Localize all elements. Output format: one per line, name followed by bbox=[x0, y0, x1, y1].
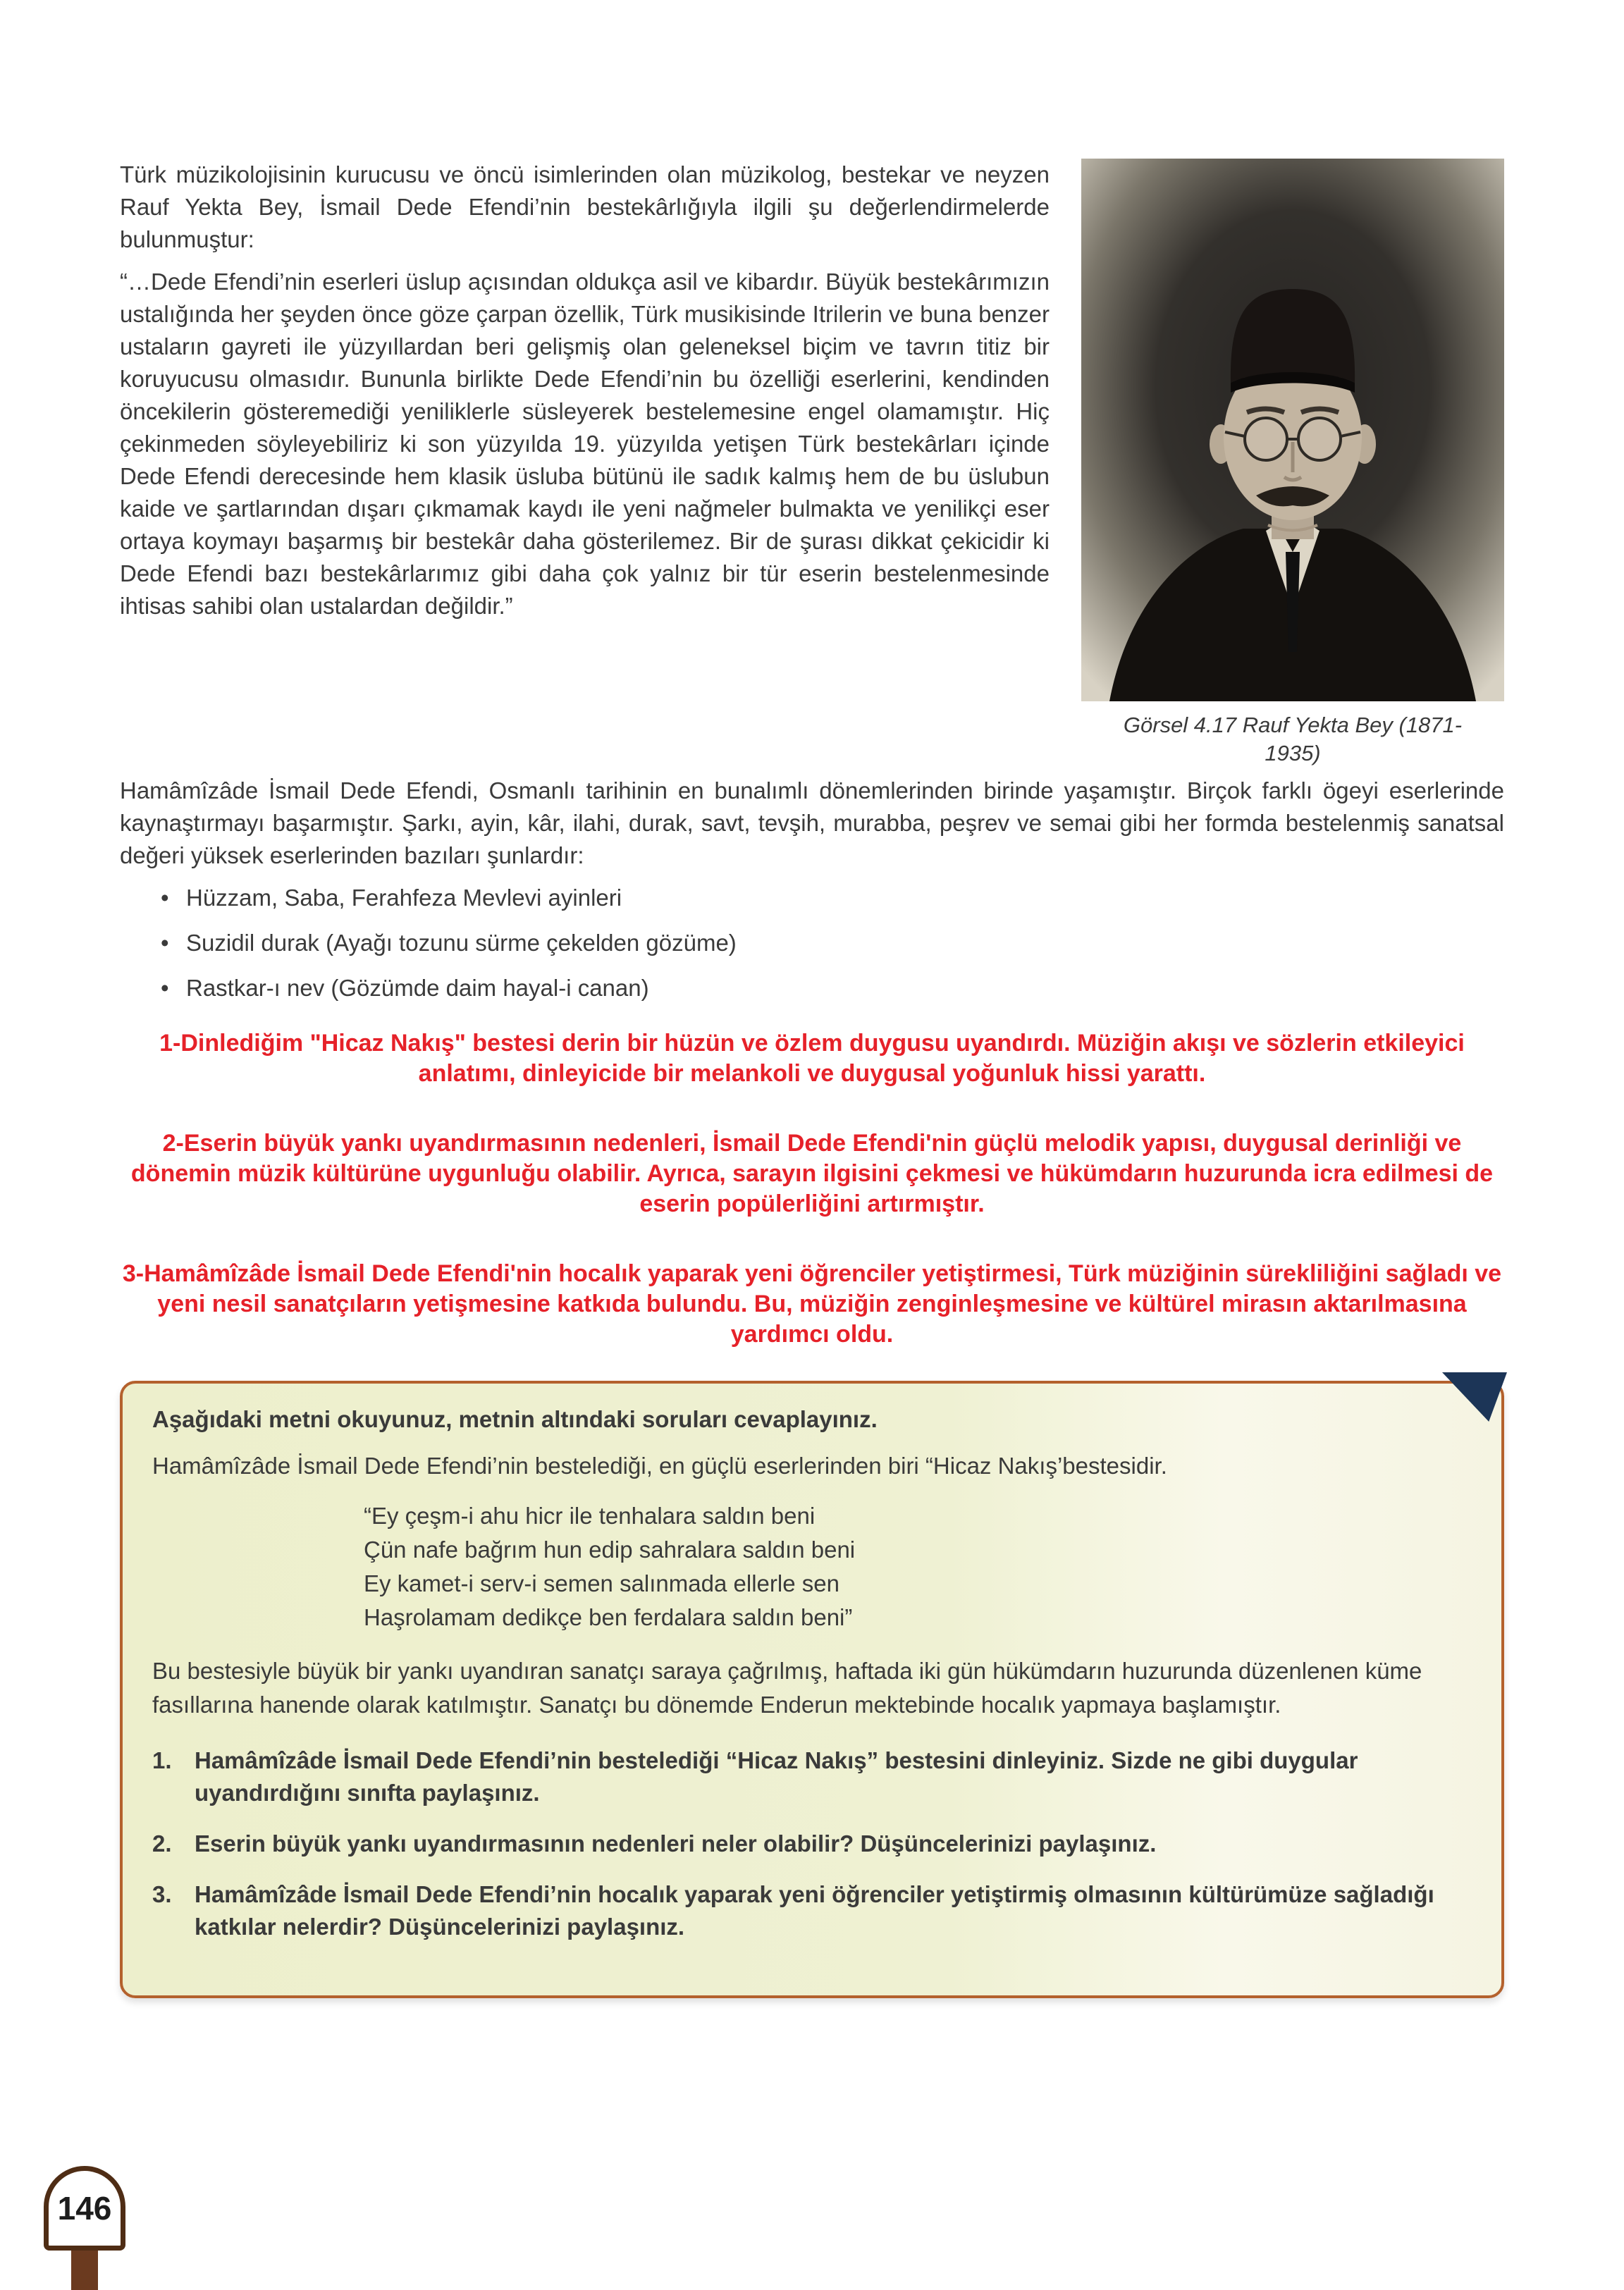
works-list bbox=[161, 882, 1504, 1004]
work-label: Rastkar-ı nev (Gözümde daim hayal-i canan) bbox=[186, 975, 649, 1001]
intro-paragraph: Türk müzikolojisinin kurucusu ve öncü isimlerinden olan müzikolog, bestekar ve neyzen Rauf Yekta Bey, İsmail Dede Efendi’nin bestekârlığıyla ilgili şu değerlendirmelerde bulunmuştur: bbox=[120, 161, 1050, 252]
question-item bbox=[152, 1744, 1468, 1809]
student-answer-1: 1-Dinlediğim "Hicaz Nakış" bestesi derin bir hüzün ve özlem duygusu uyandırdı. Müziğin akışı ve sözlerin etkileyici anlatımı, dinleyicide bir melankoli ve duygusal yoğunluk hissi yarattı. bbox=[159, 1030, 1465, 1087]
question-text: Hamâmîzâde İsmail Dede Efendi’nin hocalık yaparak yeni öğrenciler yetiştirmiş olmasının kültürümüze sağladığı katkılar nelerdir? Düşüncelerinizi paylaşınız. bbox=[195, 1881, 1434, 1940]
quote-paragraph: “…Dede Efendi’nin eserleri üslup açısından oldukça asil ve kibardır. Büyük bestekârımızın ustalığında her şeyden önce göze çarpan özellik, Türk musikisinde Itrilerin ve buna benzer ustaların gayreti ile yüzyıllardan beri gelişmiş olan geleneksel biçim ve tavrın titiz bir koruyucusu olmasıdır. Bununla birlikte Dede Efendi’nin bu özelliği eserlerini, kendinden öncekilerin gösteremediği yeniliklerle süsleyerek bestelemesine engel olamamıştır. Hiç çekinmeden söyleyebiliriz ki son yüzyılda 19. yüzyılda yetişen Türk bestekârları içinde Dede Efendi derecesinde hem klasik üsluba bütünü ile sadık kalmış hem de bu üslubun kaide ve şartlarından dışarı çıkmamak kaydı ile yeni nağmeler bulmakta ve yenilikçi eser ortaya koymayı başarmış bir bestekâr daha gösterilemez. Bir de şurası dikkat çekicidir ki Dede Efendi bazı bestekârlarımız gibi daha çok yalnız bir tür eserin bestelenmesinde ihtisas sahibi olan ustalardan değildir.” bbox=[120, 269, 1050, 619]
work-label: Hüzzam, Saba, Ferahfeza Mevlevi ayinleri bbox=[186, 885, 622, 911]
question-text: Eserin büyük yankı uyandırmasının nedenleri neler olabilir? Düşüncelerinizi paylaşınız. bbox=[195, 1830, 1157, 1857]
poem-line: Çün nafe bağrım hun edip sahralara saldın beni bbox=[364, 1537, 856, 1563]
list-item bbox=[161, 972, 1504, 1004]
poem-line: “Ey çeşm-i ahu hicr ile tenhalara saldın beni bbox=[364, 1503, 816, 1529]
glasses-right-lens bbox=[1298, 418, 1341, 460]
figure-caption: Görsel 4.17 Rauf Yekta Bey (1871-1935) bbox=[1123, 713, 1463, 765]
student-answer-3: 3-Hamâmîzâde İsmail Dede Efendi'nin hocalık yaparak yeni öğrenciler yetiştirmesi, Türk müziğinin sürekliliğini sağladı ve yeni nesil sanatçıların yetişmesine katkıda bulundu. Bu, müziğin zenginleşmesine ve kültürel mirasın aktarılmasına yardımcı oldu. bbox=[122, 1260, 1502, 1348]
poem-line: Ey kamet-i serv-i semen salınmada ellerle sen bbox=[364, 1570, 839, 1596]
question-text: Hamâmîzâde İsmail Dede Efendi’nin bestelediği “Hicaz Nakış” bestesini dinleyiniz. Sizde ne gibi duygular uyandırdığını sınıfta paylaşınız. bbox=[195, 1747, 1358, 1806]
question-number: 1. bbox=[152, 1747, 172, 1773]
activity-paragraph: Bu bestesiyle büyük bir yankı uyandıran sanatçı saraya çağrılmış, haftada iki gün hükümdarın huzurunda düzenlenen küme fasıllarına hanende olarak katılmıştır. Sanatçı bu dönemde Enderun mektebinde hocalık yapmaya başlamıştır. bbox=[152, 1658, 1422, 1718]
question-item bbox=[152, 1828, 1468, 1860]
activity-intro: Hamâmîzâde İsmail Dede Efendi’nin bestelediği, en güçlü eserlerinden biri “Hicaz Nakış’bestesidir. bbox=[152, 1453, 1167, 1479]
glasses-left-lens bbox=[1245, 418, 1287, 460]
work-label: Suzidil durak (Ayağı tozunu sürme çekelden gözüme) bbox=[186, 930, 737, 956]
list-item bbox=[161, 882, 1504, 914]
activity-header: Aşağıdaki metni okuyunuz, metnin altındaki soruları cevaplayınız. bbox=[152, 1406, 878, 1432]
question-number: 2. bbox=[152, 1830, 172, 1857]
figure-rauf-yekta bbox=[1081, 159, 1504, 768]
poem-line: Haşrolamam dedikçe ben ferdalara saldın beni” bbox=[364, 1604, 853, 1630]
page-number: 146 bbox=[57, 2190, 112, 2227]
question-number: 3. bbox=[152, 1881, 172, 1907]
rauf-yekta-portrait-image bbox=[1081, 159, 1504, 701]
poem-block bbox=[364, 1499, 1468, 1635]
question-list bbox=[152, 1744, 1468, 1943]
page-number-badge bbox=[44, 2166, 125, 2251]
question-item bbox=[152, 1878, 1468, 1943]
student-answer-2: 2-Eserin büyük yankı uyandırmasının nedenleri, İsmail Dede Efendi'nin güçlü melodik yapısı, duygusal derinliği ve dönemin müzik kültürüne uygunluğu olabilir. Ayrıca, sarayın ilgisini çekmesi ve hükümdarın huzurunda icra edilmesi de eserin popülerliğini artırmıştır. bbox=[130, 1130, 1494, 1217]
dede-efendi-paragraph: Hamâmîzâde İsmail Dede Efendi, Osmanlı tarihinin en bunalımlı dönemlerinden birinde yaşamıştır. Birçok farklı ögeyi eserlerinde kaynaştırmayı başarmıştır. Şarkı, ayin, kâr, ilahi, durak, savt, tevşih, murabba, peşrev ve semai gibi her formda bestelenmiş sanatsal değeri yüksek eserlerinden bazıları şunlardır: bbox=[120, 777, 1504, 868]
list-item bbox=[161, 927, 1504, 959]
page-badge-stem bbox=[71, 2246, 98, 2290]
activity-box bbox=[120, 1381, 1504, 1998]
